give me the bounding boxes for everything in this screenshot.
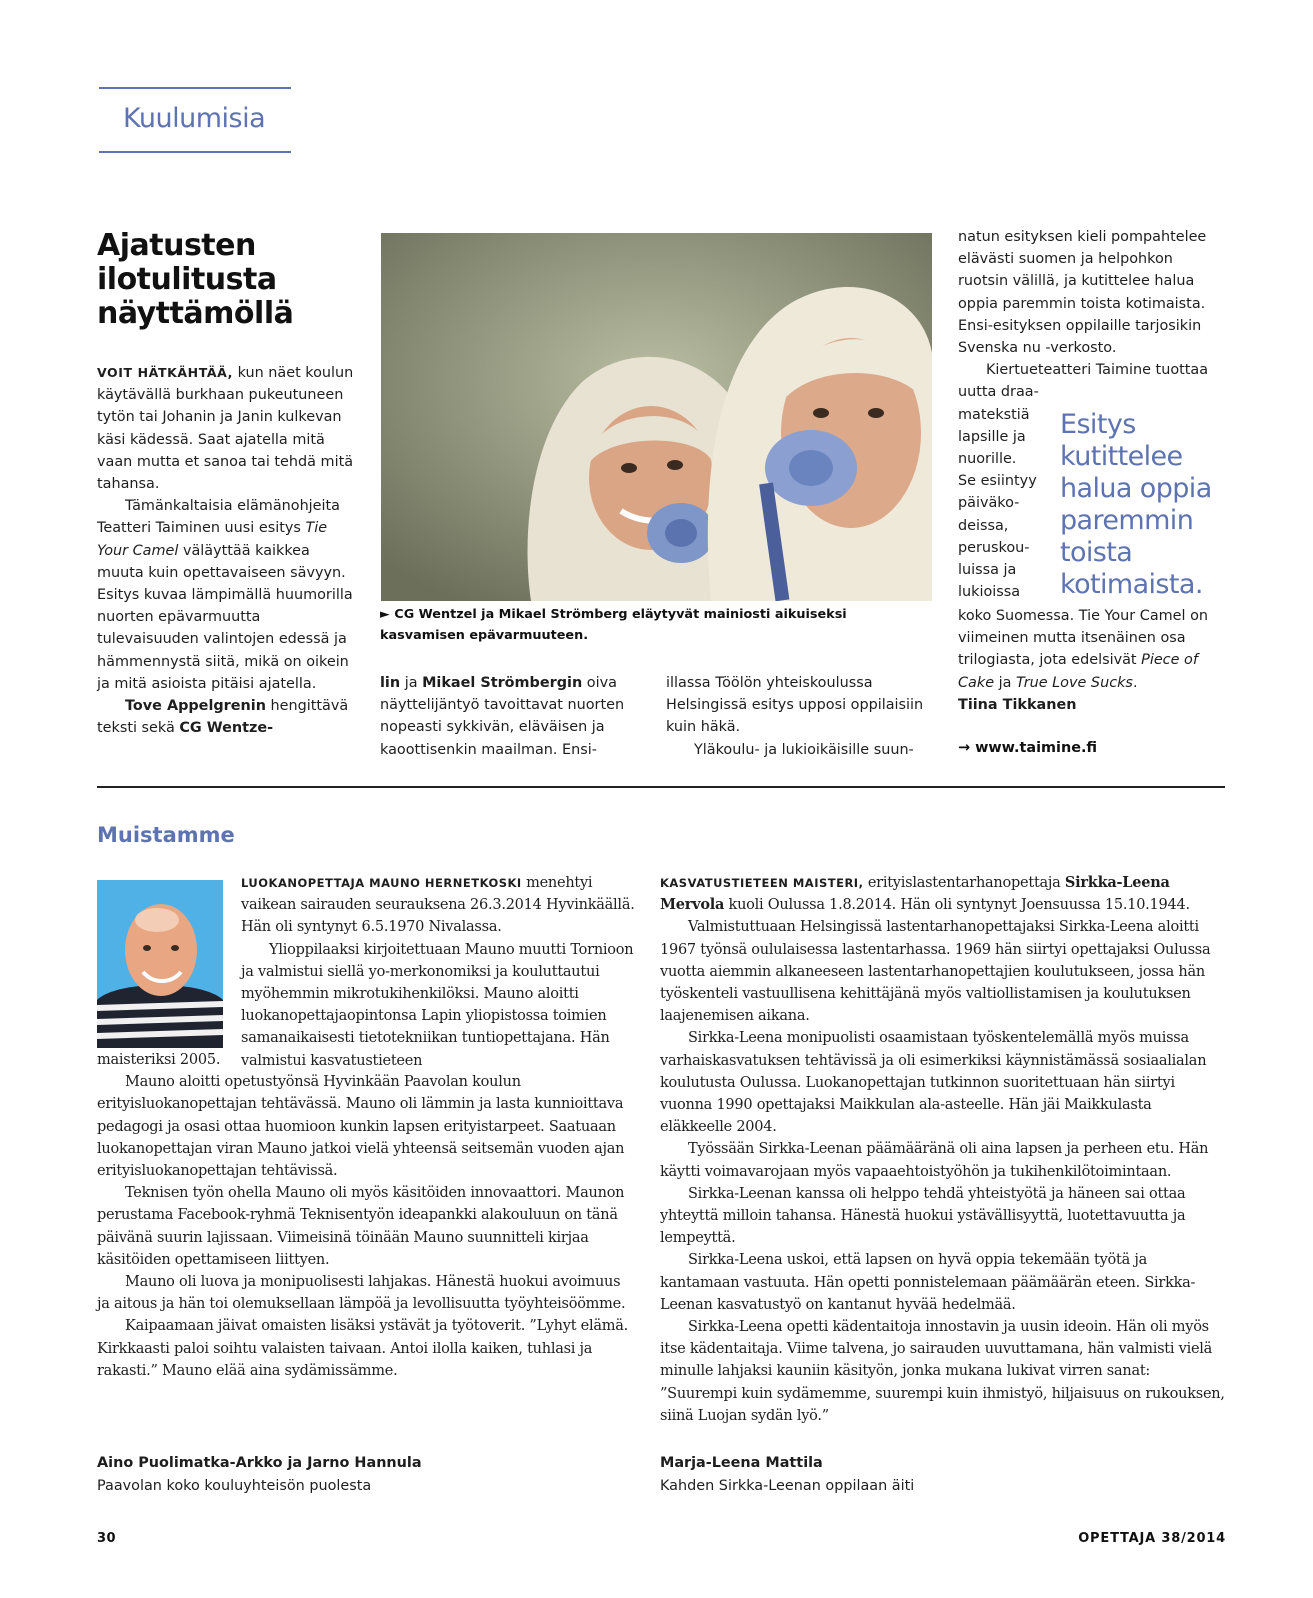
person-name: Tove Appelgrenin [125, 698, 266, 715]
paragraph-text: koko Suomessa. Tie Your Camel on viimeinen mutta itsenäinen osa trilogiasta, jota edelsivät [958, 608, 1209, 669]
text-line: päiväko- [958, 495, 1020, 512]
paragraph-text: erityislastentarhanopettaja [863, 875, 1065, 891]
obituary-paragraph: Työssään Sirkka-Leenan päämääränä oli aina lapsen ja perheen etu. Hän käytti voimavarojaan myös vapaaehtoistyöhön ja tukihenkilötoimintaan. [660, 1141, 1209, 1180]
paragraph-text: . [1132, 674, 1138, 691]
text-line: deissa, [958, 517, 1009, 534]
paragraph-text: menehtyi vaikean sairauden seurauksena 26.3.2014 Hyvinkäällä. Hän oli syntynyt 6.5.1970 Nivalassa. [241, 875, 635, 936]
obituary-paragraph: Mauno aloitti opetustyönsä Hyvinkään Paavolan koulun erityisluokanopettajan tehtävässä. Mauno oli lämmin ja lasta kunnioittava pedagogi ja osasi ottaa huomioon kunkin lapsen erityistarpeet. Saatuaan luokanopettajan viran Mauno jatkoi vielä yhteensä seitsemän vuoden ajan erityisluokanopettajan tehtävissä. [97, 1074, 625, 1180]
show-title: Tie Your Camel [97, 520, 328, 559]
portrait-illustration [97, 880, 223, 1048]
paragraph-text: ja [994, 674, 1017, 691]
person-name: CG Wentze- [179, 720, 274, 737]
signature-name: Aino Puolimatka-Arkko ja Jarno Hannula [97, 1455, 422, 1471]
section-rule-bottom [99, 151, 291, 153]
article-paragraph [97, 495, 355, 695]
lead-in: LUOKANOPETTAJA MAUNO HERNETKOSKI [241, 876, 522, 890]
text-line: lukioissa [958, 584, 1021, 601]
obituary-paragraph: Valmistuttuaan Helsingissä lastentarhanopettajaksi Sirkka-Leena aloitti 1967 työnsä oululaisessa lastentarhassa. 1969 hän siirtyi opettajaksi Oulussa vuotta aiemmin alkaneeseen lastentarhanopettajien koulutukseen, jossa hän työskenteli vastuullisena kehittäjänä myös valtiollistamisen ja koulutuksen laajenemisen aikana. [660, 919, 1211, 1025]
arrow-right-icon: → [958, 740, 971, 756]
person-name: Sirkka-Leena Mervola [660, 874, 1170, 914]
article-column-4-end [958, 605, 1220, 716]
text-line: peruskou- [958, 539, 1030, 556]
obituary-paragraph: maisteriksi 2005. [97, 1052, 221, 1068]
article-column-1 [97, 362, 355, 739]
obituary-paragraph: Sirkka-Leena uskoi, että lapsen on hyvä oppia tekemään työtä ja kantamaan vastuuta. Hän opetti ponnistelemaan päämäärän eteen. Sirkka-Leenan kasvatustyö on kantanut hyvää hedelmää. [660, 1252, 1196, 1313]
section-header [99, 87, 291, 153]
section-rule-top [99, 87, 291, 89]
person-name: Mikael Strömbergin [422, 675, 583, 691]
obituary-paragraph: Kaipaamaan jäivat omaisten lisäksi ystävät ja työtoverit. ”Lyhyt elämä. Kirkkaasti paloi soihtu valaisten taivaan. Antoi ilolla kaiken, tuhlasi ja rakasti.” Mauno elää aina sydämissämme. [97, 1318, 628, 1379]
website-url[interactable]: www.taimine.fi [975, 740, 1098, 756]
lead-in: KASVATUSTIETEEN MAISTERI, [660, 876, 864, 890]
text-line: lapsille ja [958, 428, 1026, 445]
obituary-paragraph [241, 872, 637, 939]
article-photo [381, 233, 932, 601]
obituary-2 [660, 872, 1226, 1427]
article-paragraph: illassa Töölön yhteiskoulussa Helsingissä esitys upposi oppilaisiin kuin häkä. [666, 675, 924, 736]
paragraph-text: kun näet koulun käytävällä burkhaan pukeutuneen tytön tai Johanin ja Janin kulkevan käsi kädessä. Saat ajatella mitä vaan mutta et sanoa tai tehdä mitä tahansa. [97, 365, 354, 493]
article-column-2 [380, 672, 648, 761]
portrait-photo [97, 880, 223, 1048]
text-line: luissa ja [958, 562, 1017, 579]
article-headline: Ajatusten ilotulitusta näyttämöllä [97, 228, 294, 331]
article-paragraph [958, 605, 1220, 694]
article-paragraph: natun esityksen kieli pompahtelee elävästi suomen ja helpohkon ruotsin välillä, ja kutittelee halua oppia paremmin toista kotimaista. Ensi-esityksen oppilaille tarjosikin Svenska nu -verkosto. [958, 229, 1207, 357]
text-line: uutta draa- [958, 384, 1039, 401]
lead-in: VOIT HÄTKÄHTÄÄ, [97, 365, 234, 380]
signature-note: Paavolan koko kouluyhteisön puolesta [97, 1478, 372, 1494]
obituary-1-signature [97, 1452, 422, 1498]
text-line: matekstiä [958, 406, 1030, 423]
publication-issue: OPETTAJA 38/2014 [1078, 1531, 1226, 1546]
person-name: lin [380, 675, 401, 691]
obituary-paragraph: Teknisen työn ohella Mauno oli myös käsitöiden innovaattori. Maunon perustama Facebook-ryhmä Teknisentyön ideapankki alakouluun on tänä päivänä suurin lajissaan. Viimeisinä töinään Mauno suunnitteli kirjaa käsitöiden opettamiseen liittyen. [97, 1185, 625, 1268]
obituary-paragraph: Mauno oli luova ja monipuolisesti lahjakas. Hänestä huokui avoimuus ja aitous ja hän toi olemuksellaan lämpöä ja levollisuutta työyhteisöömme. [97, 1274, 626, 1313]
obituary-1-body [97, 1052, 637, 1382]
pull-quote: Esitys kutittelee halua oppia paremmin toista kotimaista. [1060, 409, 1212, 600]
article-paragraph [380, 672, 648, 761]
website-link[interactable] [958, 740, 1097, 756]
obituary-2-signature [660, 1452, 914, 1498]
text-line: nuorille. [958, 451, 1017, 468]
obituary-1-intro [241, 872, 637, 1072]
article-paragraph [97, 362, 355, 495]
section-divider [97, 786, 1225, 788]
article-paragraph: Yläkoulu- ja lukioikäisille suun- [694, 741, 914, 758]
show-title: Piece of Cake [958, 652, 1198, 691]
page-number: 30 [97, 1531, 117, 1546]
show-title: True Love Sucks [1016, 674, 1133, 691]
obituary-paragraph: Sirkka-Leena opetti kädentaitoja innostavin ja uusin ideoin. Hän oli myös itse kädentaitaja. Viime talvena, jo sairauden uuvuttamana, hän valmisti vielä minulle lahjaksi kauniin käsityön, jonka mukana lukivat virren sanat: ”Suurempi kuin sydämemme, suurempi kuin ihmistyö, hiljaisuus on rukouksen, siinä Luojan sydän lyö.” [660, 1319, 1225, 1424]
obituary-paragraph: Sirkka-Leenan kanssa oli helppo tehdä yhteistyötä ja häneen sai ottaa yhteyttä milloin tahansa. Hänestä huokui ystävällisyyttä, luotettavuutta ja lempeyttä. [660, 1185, 1186, 1247]
paragraph-text: oiva näyttelijäntyö tavoittavat nuorten nopeasti sykkivän, eläväisen ja kaoottisenkin maailman. Ensi- [380, 675, 625, 758]
article-paragraph: Kiertueteatteri Taimine tuottaa [986, 362, 1209, 379]
photo-caption: ► CG Wentzel ja Mikael Strömberg eläytyvät mainiosti aikuiseksi kasvamisen epävarmuuteen. [380, 607, 847, 643]
obituary-paragraph [660, 872, 1226, 916]
actors-photo-illustration [381, 233, 932, 601]
article-paragraph [97, 695, 355, 739]
obituaries-heading: Muistamme [97, 823, 235, 847]
obituary-paragraph: Sirkka-Leena monipuolisti osaamistaan työskentelemällä myös muissa varhaiskasvatuksen tehtävissä ja oli esimerkiksi käynnistämässä sosiaalialan koulutusta Oulussa. Luokanopettajan tutkinnon suoritettuaan hän siirtyi vuonna 1990 opettajaksi Maikkulan ala-asteelle. Hän jäi Maikkulasta eläkkeelle 2004. [660, 1030, 1207, 1136]
article-column-3 [666, 672, 938, 761]
signature-note: Kahden Sirkka-Leenan oppilaan äiti [660, 1478, 915, 1494]
paragraph-text: ja [400, 675, 423, 691]
paragraph-text: Tämänkaltaisia elämänohjeita Teatteri Taiminen uusi esitys [97, 498, 340, 537]
paragraph-text: väläyttää kaikkea muuta kuin opettavaiseen sävyyn. Esitys kuvaa lämpimällä huumorilla nuorten epävarmuutta tulevaisuuden valintojen edessä ja hämmennystä siitä, mikä on oikein ja mitä asioista pitäisi ajatella. [97, 542, 353, 692]
section-title: Kuulumisia [123, 103, 266, 134]
obituary-paragraph: Ylioppilaaksi kirjoitettuaan Mauno muutti Tornioon ja valmistui siellä yo-merkonomiksi ja kouluttautui myöhemmin mikrotukihenkilöksi. Mauno aloitti luokanopettajaopintonsa Lapin yliopistossa toimien samanaikaisesti tietotekniikan tuntiopettajana. Hän valmistui kasvatustieteen [241, 941, 634, 1069]
text-line: Se esiintyy [958, 473, 1037, 490]
narrow-text-block [958, 381, 1040, 603]
paragraph-text: hengittävä teksti sekä [97, 698, 349, 737]
signature-name: Marja-Leena Mattila [660, 1455, 823, 1471]
paragraph-text: kuoli Oulussa 1.8.2014. Hän oli syntynyt Joensuussa 15.10.1944. [724, 897, 1190, 914]
article-author: Tiina Tikkanen [958, 696, 1077, 713]
